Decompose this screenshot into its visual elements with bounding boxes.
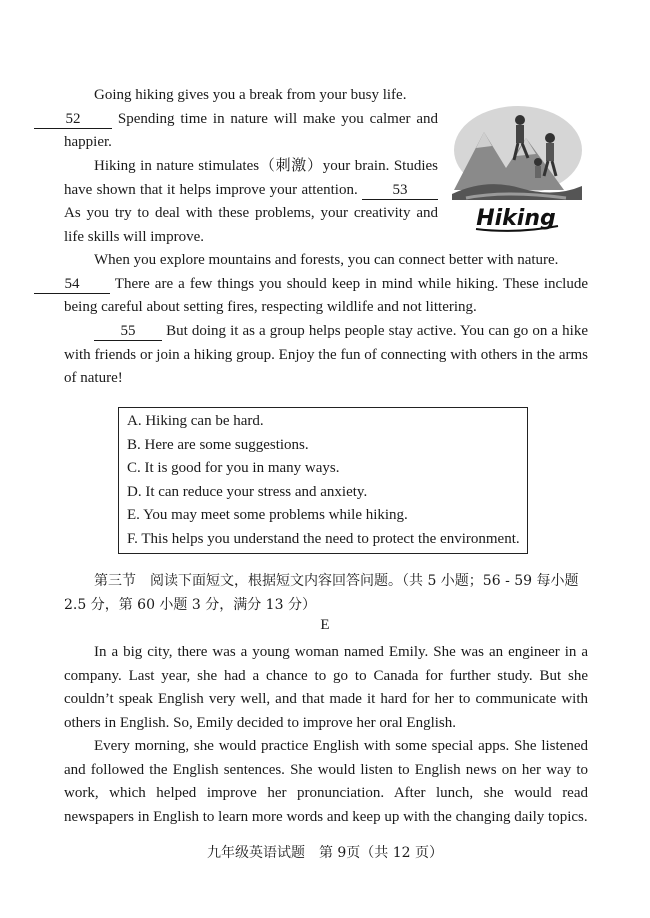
passage-paragraph-3 xyxy=(64,249,588,320)
passage-letter-e: E xyxy=(320,617,330,633)
passage-paragraph-1 xyxy=(64,84,438,155)
page-footer: 九年级英语试题 第 9页（共 12 页） xyxy=(206,845,444,861)
paragraph-1-text-a: Going hiking gives you a break from your busy life. xyxy=(94,87,407,103)
hiking-caption: Hiking xyxy=(476,206,556,231)
paragraph-1-text-b: Spending time in nature will make you calmer and happier. xyxy=(64,110,438,151)
option-a: A. Hiking can be hard. xyxy=(127,413,264,429)
blank-54: 54 xyxy=(34,276,110,294)
passage-e-paragraph-2: Every morning, she would practice English with some special apps. She listened and followed the English sentences. She would listen to English news on her way to work, which helped improve her pronunciation. After lunch, she would read newspapers in English to learn more words and keep up with the changing daily topics. xyxy=(64,738,588,825)
options-box xyxy=(118,407,528,554)
paragraph-3-text-b: There are a few things you should keep in mind while hiking. These include being careful about setting fires, respecting wildlife and not littering. xyxy=(64,275,588,316)
blank-53: 53 xyxy=(362,182,438,200)
option-d: D. It can reduce your stress and anxiety. xyxy=(127,483,368,500)
passage-paragraph-4 xyxy=(64,320,588,391)
passage-e-paragraph-1: In a big city, there was a young woman named Emily. She was an engineer in a company. Last year, she had a chance to go to Canada for further study. But she couldn’t speak English very well, and that made it hard for her to communicate with others in English. So, Emily decided to improve her oral English. xyxy=(64,644,588,731)
blank-55: 55 xyxy=(94,323,162,341)
blank-52: 52 xyxy=(34,111,112,129)
option-b: B. Here are some suggestions. xyxy=(127,436,309,453)
passage-paragraph-2 xyxy=(64,155,438,249)
section-3-heading: 第三节 阅读下面短文，根据短文内容回答问题。（共 5 小题；56 - 59 每小题 2.5 分，第 60 小题 3 分，满分 13 分） xyxy=(64,573,579,613)
paragraph-2-text-a: Hiking in nature stimulates（刺激）your brain. Studies have shown that it helps improve your attention. xyxy=(64,158,438,198)
hiking-mountain-image xyxy=(446,98,586,234)
hiking-illustration xyxy=(446,98,586,234)
option-f: F. This helps you understand the need to protect the environment. xyxy=(127,530,520,547)
paragraph-3-text-a: When you explore mountains and forests, you can connect better with nature. xyxy=(94,252,559,268)
paragraph-4-text: But doing it as a group helps people stay active. You can go on a hike with friends or join a hiking group. Enjoy the fun of connecting with others in the arms of nature! xyxy=(64,323,588,387)
paragraph-2-text-b: As you try to deal with these problems, your creativity and life skills will improve. xyxy=(64,205,438,245)
option-c: C. It is good for you in many ways. xyxy=(127,460,340,477)
option-e: E. You may meet some problems while hiking. xyxy=(127,507,408,524)
